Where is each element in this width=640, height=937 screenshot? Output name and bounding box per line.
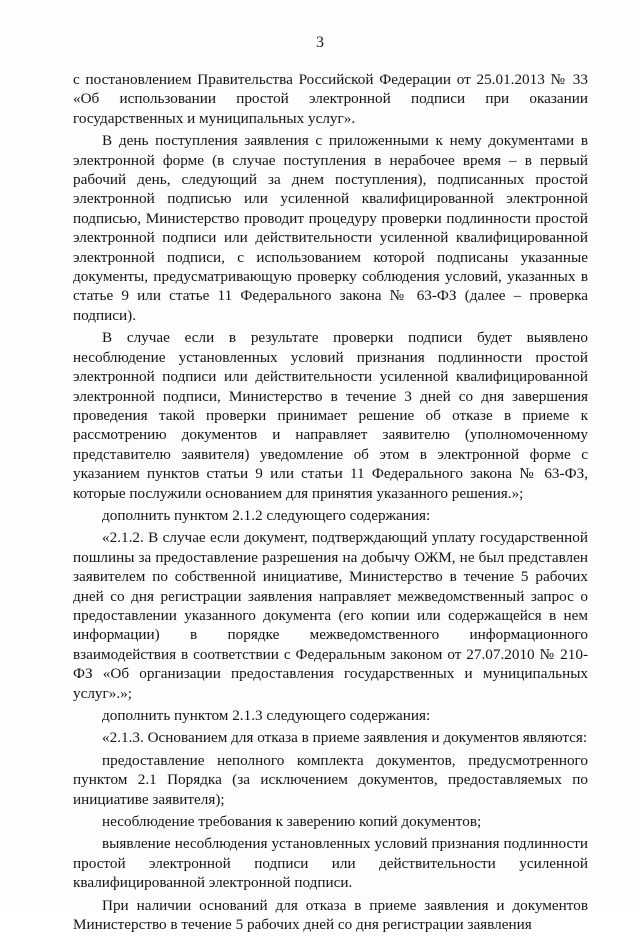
paragraph: «2.1.2. В случае если документ, подтверждающий уплату государственной пошлины за предоставление разрешения на добычу ОЖМ, не был представлен заявителем по собственной инициативе, Министерство в течение 5 рабочих дней со дня регистрации заявления направляет межведомственный запрос о предоставлении указанного документа (его копии или содержащейся в нем информации) в порядке межведомственного информационного взаимодействия в соответствии с Федеральным законом от 27.07.2010 № 210-ФЗ «Об организации предоставления государственных и муниципальных услуг».»;: [73, 529, 588, 702]
paragraph: предоставление неполного комплекта документов, предусмотренного пунктом 2.1 Порядка (за исключением документов, предоставляемых по инициативе заявителя);: [73, 751, 588, 808]
paragraph: При наличии оснований для отказа в приеме заявления и документов Министерство в течение 5 рабочих дней со дня регистрации заявления: [73, 896, 588, 934]
paragraph: В день поступления заявления с приложенными к нему документами в электронной форме (в случае поступления в нерабочее время – в первый рабочий день, следующий за днем поступления), подписанных простой электронной подписью или усиленной квалифицированной электронной подписью, Министерство проводит процедуру проверки подлинности простой электронной подписи или действительности усиленной квалифицированной электронной подписи, с использованием которой подписаны указанные документы, предусматривающую проверку соблюдения условий, указанных в статье 9 или статье 11 Федерального закона № 63-ФЗ (далее – проверка подписи).: [73, 132, 588, 324]
document-body: [73, 70, 588, 937]
paragraph: с постановлением Правительства Российской Федерации от 25.01.2013 № 33 «Об использовании простой электронной подписи при оказании государственных и муниципальных услуг».: [73, 71, 588, 127]
page-number: 3: [316, 34, 324, 51]
paragraph: выявление несоблюдения установленных условий признания подлинности простой электронной подписи или действительности усиленной квалифицированной электронной подписи.: [73, 835, 588, 892]
paragraph: В случае если в результате проверки подписи будет выявлено несоблюдение установленных условий признания подлинности простой электронной подписи или действительности усиленной квалифицированной электронной подписи, Министерство в течение 3 дней со дня завершения проведения такой проверки принимает решение об отказе в приеме к рассмотрению документов и направляет заявителю (уполномоченному представителю заявителя) уведомление об этом в электронной форме с указанием пунктов статьи 9 или статьи 11 Федерального закона № 63-ФЗ, которые послужили основанием для принятия указанного решения.»;: [73, 329, 588, 502]
paragraph: «2.1.3. Основанием для отказа в приеме заявления и документов являются:: [102, 729, 588, 747]
paragraph: несоблюдение требования к заверению копий документов;: [102, 813, 482, 831]
paragraph: дополнить пунктом 2.1.3 следующего содержания:: [102, 707, 431, 724]
paragraph: дополнить пунктом 2.1.2 следующего содержания:: [102, 506, 431, 524]
